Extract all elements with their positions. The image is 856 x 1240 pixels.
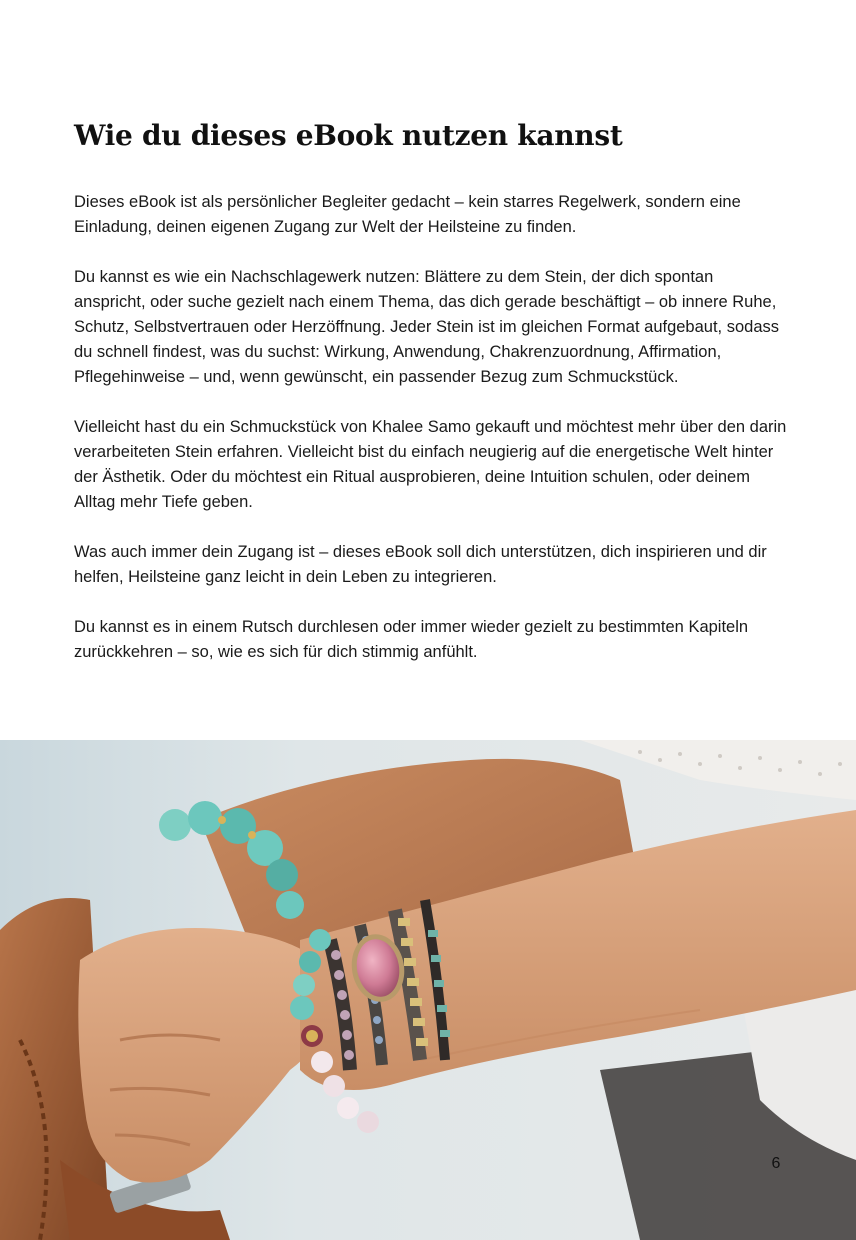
bracelets-photo [0,740,856,1240]
paragraph-4: Was auch immer dein Zugang ist – dieses eBook soll dich unterstützen, dich inspirieren und dir helfen, Heilsteine ganz leicht in dein Leben zu integrieren. [74,543,767,586]
paragraph-2: Du kannst es wie ein Nachschlagewerk nutzen: Blättere zu dem Stein, der dich spontan anspricht, oder suche gezielt nach einem Thema, das dich gerade beschäftigt – ob innere Ruhe, Schutz, Selbstvertrauen oder Herzöffnung. Jeder Stein ist im gleichen Format aufgebaut, sodass du schnell findest, was du suchst: Wirkung, Anwendung, Chakrenzuordnung, Affirmation, Pflegehinweise – und, wenn gewünscht, ein passender Bezug zum Schmuckstück. [74,268,779,386]
paragraph-1: Dieses eBook ist als persönlicher Begleiter gedacht – kein starres Regelwerk, sondern eine Einladung, deinen eigenen Zugang zur Welt der Heilsteine zu finden. [74,193,741,236]
paragraph-3: Vielleicht hast du ein Schmuckstück von Khalee Samo gekauft und möchtest mehr über den darin verarbeiteten Stein erfahren. Vielleicht bist du einfach neugierig auf die energetische Welt hinter der Ästhetik. Oder du möchtest ein Ritual ausprobieren, deine Intuition schulen, oder deinem Alltag mehr Tiefe geben. [74,418,787,511]
page-number: 6 [771,1155,781,1172]
paragraph-5: Du kannst es in einem Rutsch durchlesen oder immer wieder gezielt zu bestimmten Kapiteln zurückkehren – so, wie es sich für dich stimmig anfühlt. [74,618,749,661]
body-text [74,190,789,690]
page-title: Wie du dieses eBook nutzen kannst [74,119,623,152]
